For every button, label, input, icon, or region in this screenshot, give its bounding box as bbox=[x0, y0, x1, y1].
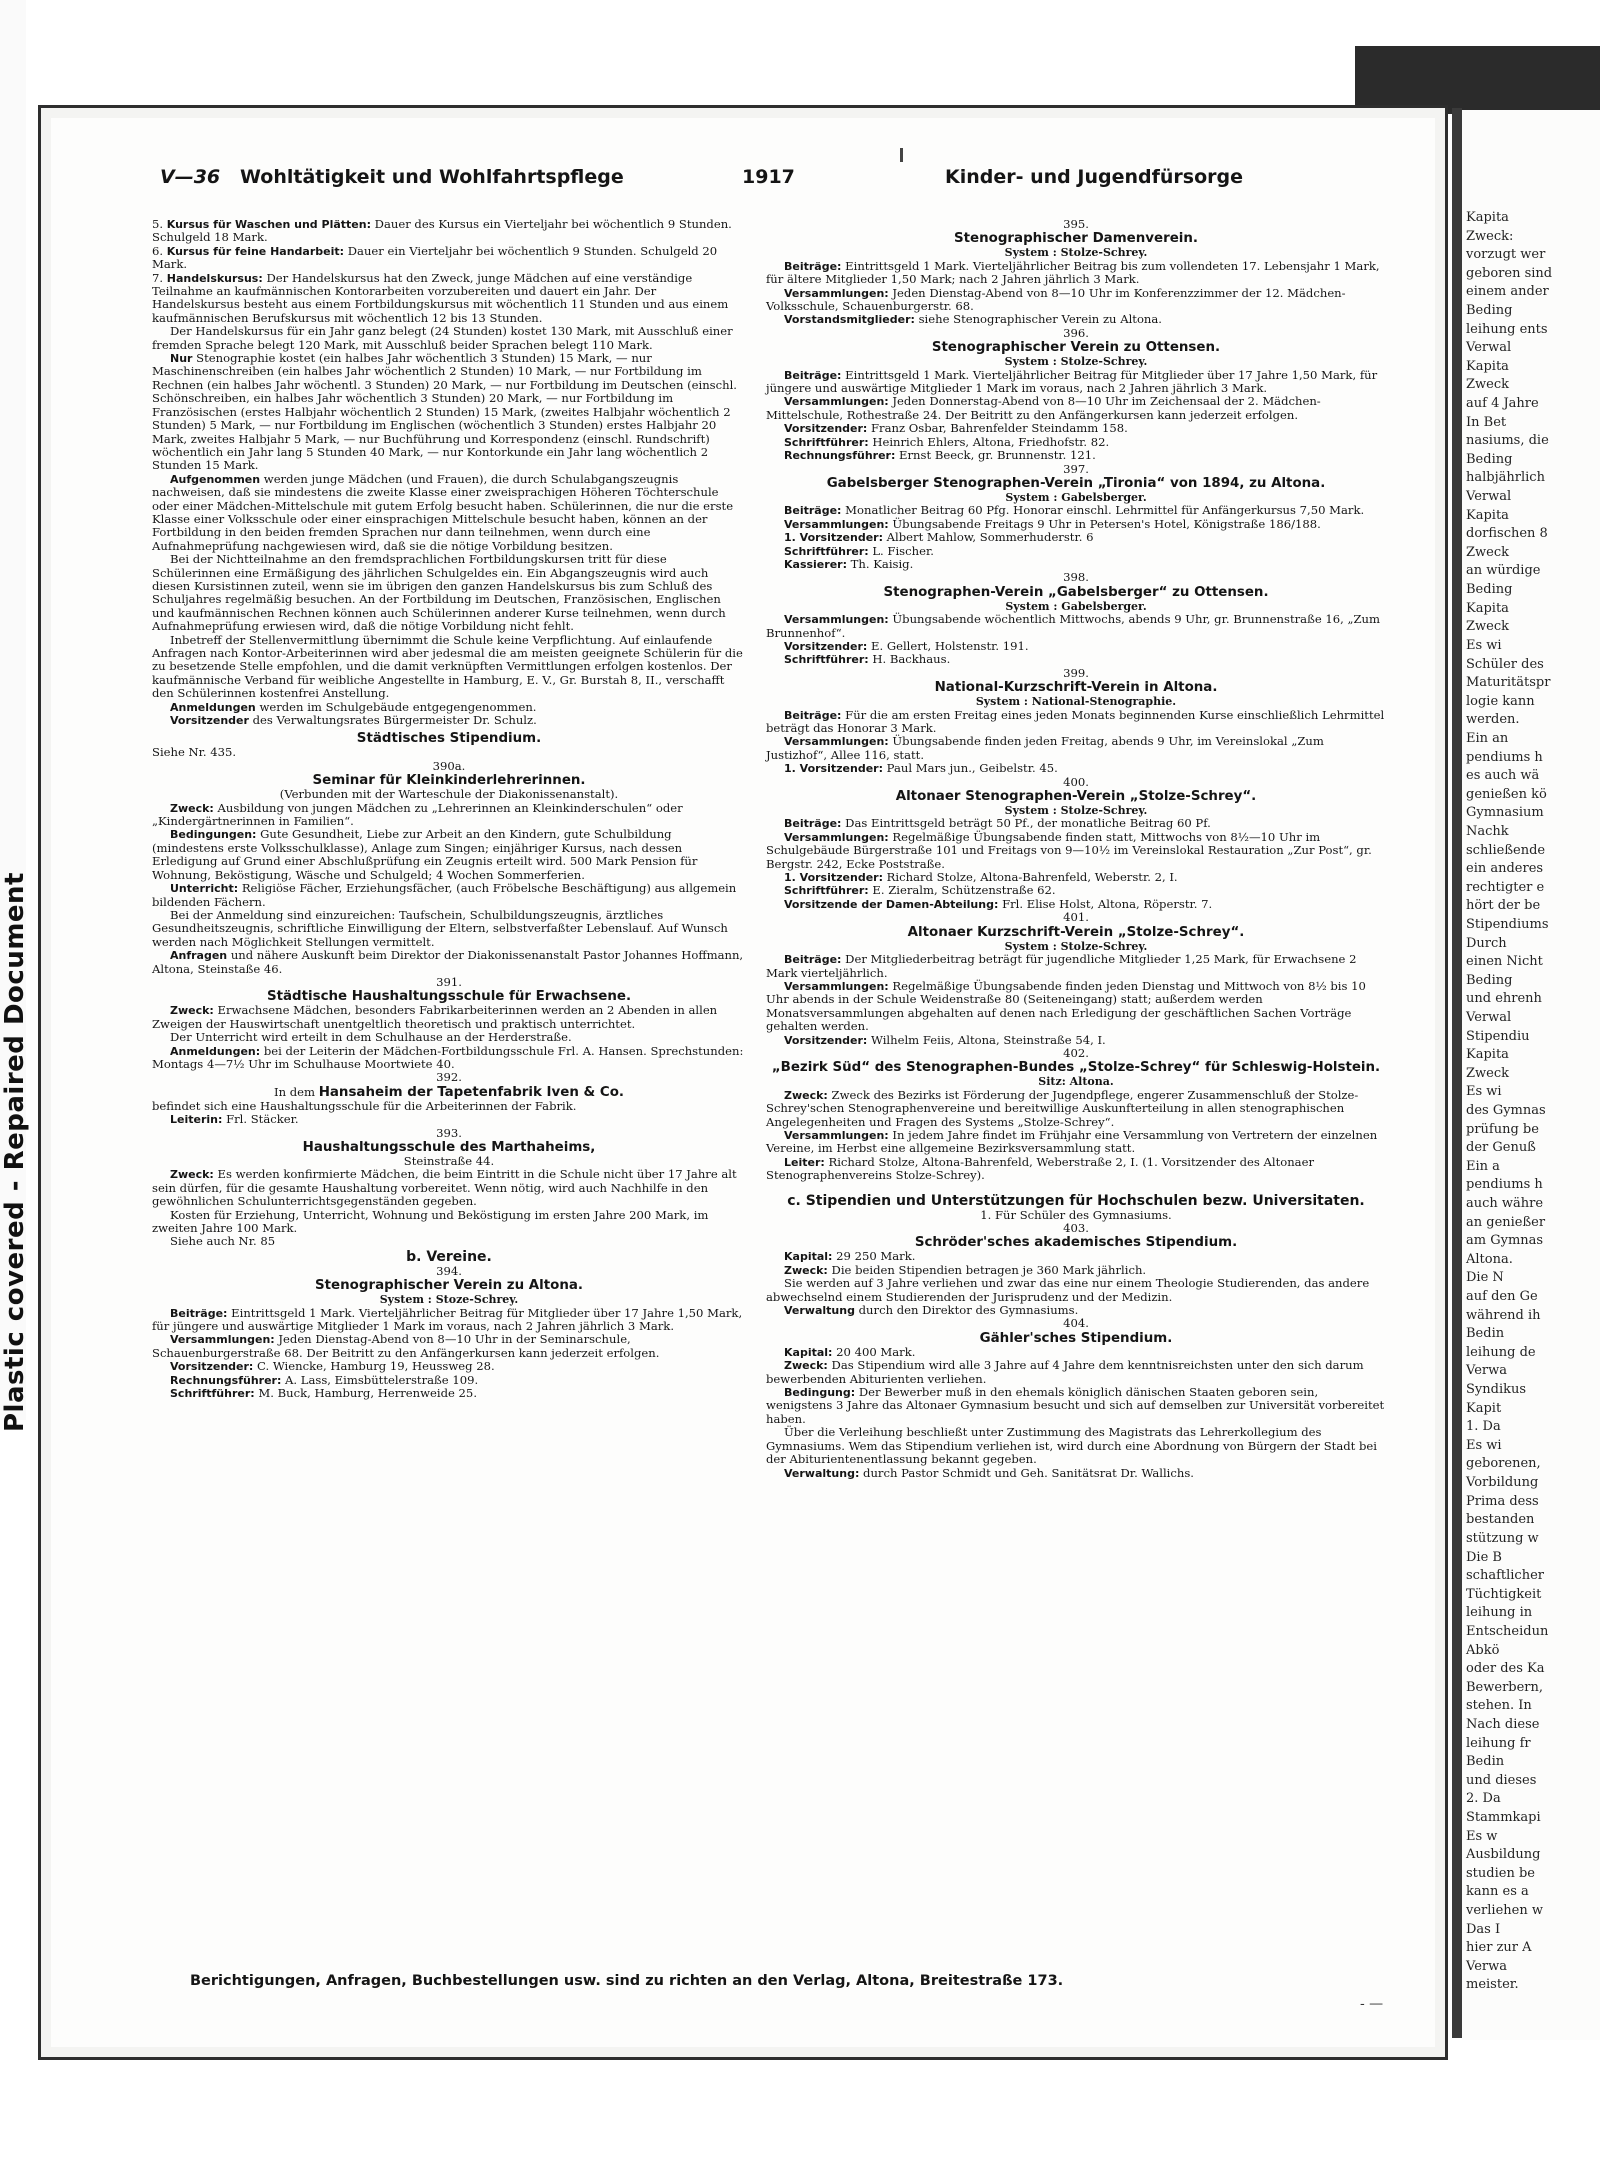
next-page-line: logie kann bbox=[1466, 693, 1535, 709]
entry-field: Vorsitzender: E. Gellert, Holstenstr. 191. bbox=[784, 638, 1029, 653]
entry-field: Bedingungen: Gute Gesundheit, Liebe zur Arbeit an den Kindern, gute Schulbildung (mindestens erste Volksschulklasse), Anlage zum Singen; einjähriger Kursus, nach dessen Erledigung auf Grund einer Abschlußprüfung ein Zeugnis erteilt wird. 500 Mark Pension für Wohnung, Beköstigung, Wäsche und Schulgeld; 4 Wochen Sommerferien. bbox=[152, 827, 698, 882]
next-page-line: auf 4 Jahre bbox=[1466, 396, 1539, 412]
entry-number: 399. bbox=[1063, 665, 1089, 680]
entry-title: Stenographischer Verein zu Altona. bbox=[315, 1278, 583, 1294]
entry-field: Anmeldungen: bei der Leiterin der Mädchen-Fortbildungsschule Frl. A. Hansen. Sprechstunden: Montags 4—7½ Uhr im Schulhause Moortwiete 40. bbox=[152, 1043, 744, 1071]
next-page-line: studien be bbox=[1466, 1865, 1535, 1881]
next-page-line: Ausbildung bbox=[1466, 1847, 1541, 1863]
entry-field: Über die Verleihung beschließt unter Zustimmung des Magistrats das Lehrerkollegium des Gymnasiums. Wem das Stipendium verliehen ist, wird durch eine Abordnung von Bürgern der Stadt bei der Abiturientenentlassung bekannt gegeben. bbox=[766, 1425, 1377, 1467]
next-page-line: auch währe bbox=[1466, 1196, 1544, 1212]
left-column bbox=[152, 218, 746, 1401]
course-item: 6. Kursus für feine Handarbeit: Dauer ein Vierteljahr bei wöchentlich 9 Stunden. Schulgeld 20 Mark. bbox=[152, 243, 718, 272]
next-page-line: geborenen, bbox=[1466, 1456, 1541, 1472]
next-page-line: Das I bbox=[1466, 1921, 1501, 1937]
entry-number: 395. bbox=[1063, 217, 1089, 231]
entry-title: Städtisches Stipendium. bbox=[356, 731, 542, 747]
next-page-line: Zweck bbox=[1466, 619, 1510, 635]
next-page-line: 2. Da bbox=[1466, 1791, 1501, 1807]
next-page-line: Zweck: bbox=[1466, 228, 1514, 244]
entry-subtitle: System : Stolze-Schrey. bbox=[1004, 355, 1148, 369]
next-page-line: meister. bbox=[1466, 1977, 1519, 1993]
next-page-line: bestanden bbox=[1466, 1512, 1535, 1528]
entry-field: 1. Vorsitzender: Albert Mahlow, Sommerhuderstr. 6 bbox=[784, 530, 1094, 545]
entry-number: 390a. bbox=[432, 758, 466, 773]
next-page-line: Bewerbern, bbox=[1466, 1679, 1544, 1695]
entry-number: 398. bbox=[1063, 570, 1089, 585]
entry-field: Versammlungen: Jeden Dienstag-Abend von 8—10 Uhr im Konferenzzimmer der 12. Mädchen-Volksschule, Schauenburgerstr. 68. bbox=[766, 285, 1346, 314]
entry-field: Beiträge: Eintrittsgeld 1 Mark. Vierteljährlicher Beitrag für Mitglieder über 17 Jahre 1,50 Mark, für jüngere und auswärtige Mitglieder 1 Mark im voraus, nach 2 Jahren jährlich 3 Mark. bbox=[766, 367, 1378, 396]
next-page-line: Verwal bbox=[1466, 1009, 1512, 1025]
entry-field: Beiträge: Eintrittsgeld 1 Mark. Vierteljährlicher Beitrag für Mitglieder über 17 Jahre 1,50 Mark, für jüngere und auswärtige Mitglieder 1 Mark im voraus, nach 2 Jahren jährlich 3 Mark. bbox=[152, 1305, 743, 1334]
entry-field: Versammlungen: Übungsabende finden jeden Freitag, abends 9 Uhr, im Vereinslokal „Zum Justizhof“, Allee 116, statt. bbox=[766, 734, 1324, 762]
next-page-line: der Genuß bbox=[1466, 1140, 1536, 1156]
entry-subtitle: Steinstraße 44. bbox=[403, 1154, 495, 1168]
entry-field: Schriftführer: M. Buck, Hamburg, Herrenweide 25. bbox=[170, 1386, 477, 1401]
entry-number: 392. bbox=[436, 1070, 462, 1085]
entry-subtitle: (Verbunden mit der Warteschule der Diakonissenanstalt). bbox=[279, 787, 619, 802]
next-page-line: Stammkapi bbox=[1466, 1809, 1541, 1825]
entry-title: Altonaer Kurzschrift-Verein „Stolze-Schrey“. bbox=[907, 924, 1245, 940]
next-page-line: In Bet bbox=[1466, 414, 1507, 430]
entry-subtitle: System : Stolze-Schrey. bbox=[1004, 246, 1148, 260]
next-page-line: Kapita bbox=[1466, 1047, 1509, 1063]
entry-field: Versammlungen: Regelmäßige Übungsabende finden statt, Mittwochs von 8½—10 Uhr im Schulgebäude Bürgerstraße 101 und Freitags von 9—10½ im Vereinslokal Restauration „Zur Post“, gr. Bergstr. 242, Ecke Poststraße. bbox=[766, 829, 1372, 871]
next-page-line: einen Nicht bbox=[1466, 954, 1543, 970]
course-item: 5. Kursus für Waschen und Plätten: Dauer des Kursus ein Vierteljahr bei wöchentlich 9 Stunden. Schulgeld 18 Mark. bbox=[152, 217, 732, 245]
entry-field: Beiträge: Das Eintrittsgeld beträgt 50 Pf., der monatliche Beitrag 60 Pf. bbox=[784, 816, 1211, 831]
entry-field: Beiträge: Eintrittsgeld 1 Mark. Vierteljährlicher Beitrag bis zum vollendeten 17. Lebensjahr 1 Mark, für ältere Mitglieder 1,50 Mark; nach 2 Jahren jährlich 3 Mark. bbox=[766, 258, 1380, 287]
entry-field: Verwaltung durch den Direktor des Gymnasiums. bbox=[784, 1303, 1079, 1318]
paragraph: Vorsitzender des Verwaltungsrates Bürgermeister Dr. Schulz. bbox=[170, 713, 537, 728]
next-page-line: es auch wä bbox=[1466, 768, 1540, 784]
entry-field: Vorsitzender: C. Wiencke, Hamburg 19, Heussweg 28. bbox=[170, 1359, 495, 1374]
next-page-line: Stipendiums bbox=[1466, 916, 1549, 932]
entry-number: 401. bbox=[1063, 910, 1089, 925]
entry-field: Zweck: Die beiden Stipendien betragen je 360 Mark jährlich. bbox=[784, 1262, 1147, 1277]
next-page-line: hört der be bbox=[1466, 898, 1541, 914]
next-page-line: Prima dess bbox=[1466, 1493, 1539, 1509]
next-page-line: 1. Da bbox=[1466, 1419, 1501, 1435]
next-page-line: Beding bbox=[1466, 451, 1513, 467]
entry-field: Beiträge: Für die am ersten Freitag eines jeden Monats beginnenden Kurse einschließlich Lehrmittel beträgt das Honorar 3 Mark. bbox=[766, 707, 1385, 735]
next-page-line: Durch bbox=[1466, 935, 1507, 951]
entry-field: Versammlungen: Jeden Donnerstag-Abend von 8—10 Uhr im Zeichensaal der 2. Mädchen-Mittelschule, Rothestraße 24. Der Beitritt zu den Anfängerkursen kann jederzeit erfolgen. bbox=[766, 394, 1321, 422]
next-page-line: pendiums h bbox=[1466, 1177, 1543, 1193]
next-page-line: leihung de bbox=[1466, 1344, 1536, 1360]
entry-field: Leiterin: Frl. Stäcker. bbox=[170, 1112, 299, 1127]
entry-number: 393. bbox=[436, 1125, 462, 1140]
next-page-line: leihung ents bbox=[1466, 321, 1548, 337]
next-page-line: Die N bbox=[1466, 1270, 1504, 1286]
next-page-line: Ein a bbox=[1466, 1158, 1500, 1174]
next-page-line: an würdige bbox=[1466, 563, 1541, 579]
ink-mark bbox=[900, 148, 903, 162]
entry-subtitle: System : National-Stenographie. bbox=[975, 695, 1177, 709]
see-reference: Siehe Nr. 435. bbox=[152, 745, 237, 760]
next-page-line: Verwal bbox=[1466, 340, 1512, 356]
next-page-line: Stipendiu bbox=[1466, 1028, 1530, 1044]
entry-field: Zweck: Das Stipendium wird alle 3 Jahre auf 4 Jahre dem kenntnisreichsten unter den sich darum bewerbenden Abiturienten verliehen. bbox=[766, 1358, 1364, 1386]
next-page-line: dorfischen 8 bbox=[1466, 526, 1548, 542]
entry-field: Rechnungsführer: A. Lass, Eimsbüttelerstraße 109. bbox=[170, 1372, 479, 1387]
next-page-line: Die B bbox=[1466, 1549, 1502, 1565]
next-page-line: Bedin bbox=[1466, 1326, 1505, 1342]
entry-number: 396. bbox=[1063, 325, 1089, 340]
next-page-line: Abkö bbox=[1466, 1642, 1500, 1658]
entry-field: Kosten für Erziehung, Unterricht, Wohnung und Beköstigung im ersten Jahre 200 Mark, im zweiten Jahre 100 Mark. bbox=[152, 1207, 709, 1236]
next-page-line: Beding bbox=[1466, 303, 1513, 319]
entry-number: 400. bbox=[1063, 774, 1089, 789]
entry-field: Schriftführer: H. Backhaus. bbox=[784, 652, 951, 667]
next-page-line: Kapit bbox=[1466, 1400, 1502, 1416]
next-page-line: Tüchtigkeit bbox=[1466, 1586, 1542, 1602]
entry-number: 397. bbox=[1063, 461, 1089, 476]
next-page-line: Verwa bbox=[1466, 1363, 1507, 1379]
side-label: Plastic covered - Repaired Document bbox=[0, 872, 30, 1432]
next-page-line: verliehen w bbox=[1466, 1902, 1543, 1918]
entry-subtitle: System : Gabelsberger. bbox=[1005, 599, 1147, 613]
entry-field: Zweck: Erwachsene Mädchen, besonders Fabrikarbeiterinnen werden an 2 Abenden in allen Zweigen der Hauswirtschaft unentgeltlich theoretisch und praktisch unterrichtet. bbox=[152, 1003, 718, 1031]
next-page-line: Vorbildung bbox=[1466, 1475, 1539, 1491]
next-page-line: Es wi bbox=[1466, 1437, 1502, 1453]
next-page-line: Verwal bbox=[1466, 489, 1512, 505]
page-number: V—36 bbox=[160, 166, 221, 188]
entry-field: Bedingung: Der Bewerber muß in den ehemals königlich dänischen Staaten geboren sein, wenigstens 3 Jahre das Altonaer Gymnasium besucht und sich auf demselben zur Universität vorbereitet haben. bbox=[766, 1385, 1385, 1426]
paragraph: Anmeldungen werden im Schulgebäude entgegengenommen. bbox=[170, 699, 537, 714]
left-running-title: Wohltätigkeit und Wohlfahrtspflege bbox=[240, 166, 624, 188]
next-page-fragment bbox=[1462, 110, 1600, 2040]
next-page-line: werden. bbox=[1466, 712, 1520, 728]
entry-title: National-Kurzschrift-Verein in Altona. bbox=[934, 680, 1218, 696]
paragraph: Aufgenommen werden junge Mädchen (und Frauen), die durch Schulabgangszeugnis nachweisen, daß sie mindestens die zweite Klasse einer zweisprachigen Höheren Töchterschule oder einer Mädchen-Mittelschule mit gutem Erfolg besucht haben. Schülerinnen, die nur die erste Klasse einer Volksschule oder einer einsprachigen Mittelschule besucht haben, können an der Fortbildung in den beiden fremden Sprachen nur dann teilnehmen, wenn durch eine Aufnahmeprüfung nachgewiesen wird, daß sie die nötige Vorbildung besitzen. bbox=[152, 471, 734, 553]
entry-number: 394. bbox=[436, 1263, 462, 1278]
entry-field: Schriftführer: E. Zieralm, Schützenstraße 62. bbox=[784, 883, 1056, 898]
entry-field: Versammlungen: Regelmäßige Übungsabende finden jeden Dienstag und Mittwoch von 8½ bis 10 Uhr abends in der Schule Weidenstraße 80 (Seiteneingang) statt; außerdem werden Monatsversammlungen abgehalten auf denen nach Erledigung der geschäftlichen Sachen Vorträge gehalten werden. bbox=[766, 978, 1366, 1034]
right-running-title: Kinder- und Jugendfürsorge bbox=[945, 166, 1243, 188]
entry-field: Beiträge: Monatlicher Beitrag 60 Pfg. Honorar einschl. Lehrmittel für Anfängerkursus 7,50 Mark. bbox=[784, 503, 1365, 518]
next-page-line: Ein an bbox=[1466, 730, 1509, 746]
footer-marks: - — bbox=[1360, 1996, 1384, 2012]
entry-field: Vorsitzender: Wilhelm Feiis, Altona, Steinstraße 54, I. bbox=[784, 1032, 1106, 1047]
entry-field: Schriftführer: L. Fischer. bbox=[784, 543, 934, 558]
next-page-line: ein anderes bbox=[1466, 861, 1544, 877]
section-heading: c. Stipendien und Unterstützungen für Hochschulen bezw. Universitaten. bbox=[787, 1192, 1365, 1209]
next-page-line: leihung in bbox=[1466, 1605, 1533, 1621]
entry-field: 1. Vorsitzender: Paul Mars jun., Geibelstr. 45. bbox=[784, 761, 1058, 776]
next-page-line: Nach diese bbox=[1466, 1716, 1540, 1732]
book-spine bbox=[1452, 108, 1462, 2038]
entry-number: 391. bbox=[436, 974, 462, 989]
entry-field: Rechnungsführer: Ernst Beeck, gr. Brunnenstr. 121. bbox=[784, 448, 1096, 463]
next-page-line: Syndikus bbox=[1466, 1382, 1527, 1398]
right-column bbox=[766, 218, 1386, 1480]
next-page-line: hier zur A bbox=[1466, 1940, 1532, 1956]
page-header bbox=[160, 166, 1260, 196]
entry-field: Unterricht: Religiöse Fächer, Erziehungsfächer, (auch Fröbelsche Beschäftigung) aus allgemein bildenden Fächern. bbox=[152, 881, 737, 909]
next-page-line: Altona. bbox=[1466, 1251, 1513, 1267]
entry-title: Städtische Haushaltungsschule für Erwachsene. bbox=[266, 989, 632, 1005]
next-page-line: Zweck bbox=[1466, 544, 1510, 560]
next-page-line: Zweck bbox=[1466, 377, 1510, 393]
entry-field: Bei der Anmeldung sind einzureichen: Taufschein, Schulbildungszeugnis, ärztliches Gesundheitszeugnis, schriftliche Einwilligung der Eltern, selbstverfaßter Lebenslauf. Auf Wunsch werden nach Möglichkeit Stellungen vermittelt. bbox=[152, 907, 728, 949]
next-page-line: Beding bbox=[1466, 582, 1513, 598]
next-page-line: während ih bbox=[1466, 1307, 1541, 1323]
next-page-line: auf den Ge bbox=[1466, 1289, 1538, 1305]
entry-field: Zweck: Zweck des Bezirks ist Förderung der Jugendpflege, engerer Zusammenschluß der Stolze-Schrey'schen Stenographenvereine und bereitwillige Auskunfterteilung in allen stenographischen Angelegenheiten und Fragen des Systems „Stolze-Schrey“. bbox=[766, 1087, 1359, 1129]
next-page-line: Kapita bbox=[1466, 600, 1509, 616]
next-page-line: prüfung be bbox=[1466, 1121, 1539, 1137]
entry-subtitle: Sitz: Altona. bbox=[1038, 1075, 1114, 1089]
course-list bbox=[152, 218, 746, 325]
entry-field: Zweck: Es werden konfirmierte Mädchen, die beim Eintritt in die Schule nicht über 17 Jahre alt sein dürfen, für die gesamte Haushaltung vorbereitet. Wenn nötig, wird auch Nachhilfe in den gewöhnlichen Schulunterrichtsgegenständen gegeben. bbox=[152, 1167, 737, 1209]
entry-title: Stenographischer Verein zu Ottensen. bbox=[931, 340, 1221, 356]
next-page-line: an genießer bbox=[1466, 1214, 1546, 1230]
entry-title: Gabelsberger Stenographen-Verein „Tironia“ von 1894, zu Altona. bbox=[826, 475, 1326, 491]
next-page-line: Es wi bbox=[1466, 1084, 1502, 1100]
entry-title: Stenographen-Verein „Gabelsberger“ zu Ottensen. bbox=[883, 584, 1269, 600]
paragraph: Bei der Nichtteilnahme an den fremdsprachlichen Fortbildungskursen tritt für diese Schülerinnen eine Ermäßigung des jährlichen Schulgeldes ein. Ein Abgangszeugnis wird auch diesen Kursistinnen zuteil, wenn sie im übrigen den ganzen Handelskursus bis zum Schluß des Schuljahres regelmäßig besuchen. An der Fortbildung im Deutschen, Französischen, Englischen und kaufmännischen Rechnen können auch Schülerinnen anderer Kurse teilnehmen, wenn durch Aufnahmeprüfung erwiesen wird, daß die nötige Vorbildung nicht fehlt. bbox=[152, 552, 726, 634]
next-page-line: stützung w bbox=[1466, 1530, 1539, 1546]
next-page-line: leihung fr bbox=[1466, 1735, 1531, 1751]
next-page-line: Entscheidun bbox=[1466, 1623, 1549, 1639]
entry-title: Stenographischer Damenverein. bbox=[953, 231, 1198, 247]
dark-corner bbox=[1355, 46, 1600, 114]
entry-subtitle: System : Stolze-Schrey. bbox=[1004, 939, 1148, 953]
next-page-line: schaftlicher bbox=[1466, 1568, 1544, 1584]
entry-field: Versammlungen: In jedem Jahre findet im Frühjahr eine Versammlung von Vertretern der einzelnen Vereine, im Herbst eine allgemeine Bezirksversammlung statt. bbox=[766, 1127, 1378, 1156]
next-page-line: schließende bbox=[1466, 842, 1546, 858]
entry-title: Altonaer Stenographen-Verein „Stolze-Schrey“. bbox=[895, 789, 1257, 805]
next-page-line: Nachk bbox=[1466, 823, 1509, 839]
entry-field: Beiträge: Der Mitgliederbeitrag beträgt für jugendliche Mitglieder 1,25 Mark, für Erwachsene 2 Mark vierteljährlich. bbox=[766, 952, 1357, 980]
next-page-line: oder des Ka bbox=[1466, 1661, 1545, 1677]
entry-title: Seminar für Kleinkinderlehrerinnen. bbox=[312, 773, 586, 789]
entry-field: Der Unterricht wird erteilt in dem Schulhause an der Herderstraße. bbox=[170, 1030, 572, 1045]
next-page-line: kann es a bbox=[1466, 1884, 1529, 1900]
entry-field: Vorsitzender: Franz Osbar, Bahrenfelder Steindamm 158. bbox=[784, 421, 1128, 436]
side-label-strip bbox=[0, 0, 30, 1432]
section-heading: b. Vereine. bbox=[406, 1248, 492, 1265]
entry-field: Sie werden auf 3 Jahre verliehen und zwar das eine nur einem Theologie Studierenden, das andere abwechselnd einem Studierenden der Jurisprudenz und der Medizin. bbox=[766, 1276, 1370, 1304]
next-page-line: Es wi bbox=[1466, 637, 1502, 653]
next-page-line: Kapita bbox=[1466, 358, 1509, 374]
entry-subtitle: System : Gabelsberger. bbox=[1005, 490, 1147, 504]
entry-number: 404. bbox=[1063, 1316, 1089, 1331]
entry-title: Haushaltungsschule des Marthaheims, bbox=[302, 1140, 596, 1155]
entry-field: Schriftführer: Heinrich Ehlers, Altona, Friedhofstr. 82. bbox=[784, 434, 1110, 449]
next-page-line: Beding bbox=[1466, 972, 1513, 988]
next-page-line: des Gymnas bbox=[1466, 1103, 1546, 1118]
entry-number: 403. bbox=[1063, 1221, 1089, 1235]
course-item: 7. Handelskursus: Der Handelskursus hat den Zweck, junge Mädchen auf eine verständige Teilnahme an kaufmännischen Kontorarbeiten vorzubereiten und dauert ein Jahr. Der Handelskursus besteht aus einem Fortbildungskursus mit wöchentlich 11 Stunden und aus einem kaufmännischen Berufskursus mit wöchentlich 12 bis 13 Stunden. bbox=[152, 270, 729, 325]
entry-title: „Bezirk Süd“ des Stenographen-Bundes „Stolze-Schrey“ für Schleswig-Holstein. bbox=[771, 1060, 1381, 1076]
entry-field: Vorstandsmitglieder: siehe Stenographischer Verein zu Altona. bbox=[784, 312, 1162, 327]
page-footer: Berichtigungen, Anfragen, Buchbestellungen usw. sind zu richten an den Verlag, Altona, Breitestraße 173. bbox=[190, 1973, 1064, 1989]
entry-field: Verwaltung: durch Pastor Schmidt und Geh. Sanitätsrat Dr. Wallichs. bbox=[784, 1465, 1194, 1480]
next-page-line: Maturitätspr bbox=[1466, 675, 1551, 691]
entry-field: Versammlungen: Übungsabende Freitags 9 Uhr in Petersen's Hotel, Königstraße 186/188. bbox=[784, 516, 1321, 531]
section-subheading: 1. Für Schüler des Gymnasiums. bbox=[980, 1207, 1172, 1222]
next-page-line: am Gymnas bbox=[1466, 1233, 1544, 1249]
next-page-line: nasiums, die bbox=[1466, 433, 1549, 449]
paragraph: Der Handelskursus für ein Jahr ganz belegt (24 Stunden) kostet 130 Mark, mit Ausschluß einer fremden Sprache belegt 120 Mark, mit Ausschluß beider Sprachen belegt 110 Mark. bbox=[152, 324, 733, 352]
entry-field: Versammlungen: Übungsabende wöchentlich Mittwochs, abends 9 Uhr, gr. Brunnenstraße 16, „Zum Brunnenhof“. bbox=[766, 612, 1381, 640]
next-page-line: Bedin bbox=[1466, 1754, 1505, 1770]
entry-field: Vorsitzende der Damen-Abteilung: Frl. Elise Holst, Altona, Röperstr. 7. bbox=[784, 896, 1213, 911]
next-page-line: stehen. In bbox=[1466, 1698, 1532, 1714]
next-page-line: und dieses bbox=[1466, 1772, 1537, 1788]
entry-title: Gähler'sches Stipendium. bbox=[979, 1330, 1173, 1346]
next-page-line: genießen kö bbox=[1466, 786, 1547, 802]
entry-field: Versammlungen: Jeden Dienstag-Abend von 8—10 Uhr in der Seminarschule, Schauenburgerstraße 68. Der Beitritt zu den Anfängerkursen kann jederzeit erfolgen. bbox=[152, 1332, 660, 1360]
next-page-line: geboren sind bbox=[1466, 265, 1553, 281]
entry-field: Leiter: Richard Stolze, Altona-Bahrenfeld, Weberstraße 2, I. (1. Vorsitzender des Altonaer Stenographenvereins Stolze-Schrey). bbox=[766, 1154, 1314, 1183]
entry-field: Siehe auch Nr. 85 bbox=[170, 1234, 276, 1249]
entry-text: befindet sich eine Haushaltungsschule für die Arbeiterinnen der Fabrik. bbox=[152, 1098, 577, 1113]
next-page-line: und ehrenh bbox=[1466, 991, 1542, 1007]
entry-title-line: In dem Hansaheim der Tapetenfabrik Iven & Co. bbox=[273, 1084, 624, 1100]
year: 1917 bbox=[742, 166, 795, 188]
next-page-line: Zweck bbox=[1466, 1065, 1510, 1081]
next-page-line: Schüler des bbox=[1466, 656, 1544, 672]
next-page-line: Es w bbox=[1466, 1828, 1498, 1844]
entry-number: 402. bbox=[1063, 1045, 1089, 1060]
next-page-line: halbjährlich bbox=[1466, 470, 1545, 486]
entry-field: Kapital: 20 400 Mark. bbox=[784, 1344, 916, 1359]
entry-field: 1. Vorsitzender: Richard Stolze, Altona-Bahrenfeld, Weberstr. 2, I. bbox=[784, 870, 1178, 885]
next-page-line: pendiums h bbox=[1466, 749, 1543, 765]
paragraph: Nur Stenographie kostet (ein halbes Jahr wöchentlich 3 Stunden) 15 Mark, — nur Maschinenschreiben (ein halbes Jahr wöchentlich 2 Stunden) 10 Mark, — nur Fortbildung im Rechnen (ein halbes Jahr wöchentl. 3 Stunden) 20 Mark, — nur Fortbildung im Deutschen (einschl. Schönschreiben, ein halbes Jahr wöchentlich 3 Stunden) 20 Mark, — nur Fortbildung im Französischen (erstes Halbjahr wöchentlich 2 Stunden) 15 Mark, (zweites Halbjahr wöchentlich 2 Stunden) 5 Mark, — nur Fortbildung im Englischen (wöchentlich 3 Stunden) erstes Halbjahr 20 Mark, zweites Halbjahr 5 Mark, — nur Buchführung und Korrespondenz (einschl. Rundschrift) wöchentlich ein Jahr lang 5 Stunden 40 Mark, — nur Kontorkunde ein Jahr lang wöchentlich 2 Stunden 15 Mark. bbox=[152, 351, 737, 473]
entry-subtitle: System : Stoze-Schrey. bbox=[379, 1293, 519, 1307]
next-page-line: einem ander bbox=[1466, 284, 1549, 300]
entry-field: Zweck: Ausbildung von jungen Mädchen zu „Lehrerinnen an Kleinkinderschulen“ oder „Kindergärtnerinnen in Familien“. bbox=[152, 800, 683, 829]
entry-field: Kapital: 29 250 Mark. bbox=[784, 1249, 916, 1264]
entry-subtitle: System : Stolze-Schrey. bbox=[1004, 804, 1148, 818]
next-page-line: Verwa bbox=[1466, 1958, 1507, 1974]
next-page-line: Kapita bbox=[1466, 507, 1509, 523]
paragraph: Inbetreff der Stellenvermittlung übernimmt die Schule keine Verpflichtung. Auf einlaufende Anfragen nach Kontor-Arbeiterinnen wird aber jedesmal die am meisten geeignete Schülerin für die zu besetzende Stelle empfohlen, und die damit verknüpften Vermittlungen erfolgen kostenlos. Der kaufmännische Verband für weibliche Angestellte in Hamburg, E. V., Gr. Burstah 8, II., verschafft den Schülerinnen kostenfrei Anstellung. bbox=[152, 632, 743, 701]
next-page-line: vorzugt wer bbox=[1466, 247, 1546, 263]
next-page-line: Gymnasium bbox=[1466, 805, 1544, 821]
next-page-line: Kapita bbox=[1466, 210, 1509, 225]
entry-field: Kassierer: Th. Kaisig. bbox=[784, 556, 914, 571]
next-page-line: rechtigter e bbox=[1466, 879, 1545, 895]
entry-field: Anfragen und nähere Auskunft beim Direktor der Diakonissenanstalt Pastor Johannes Hoffmann, Altona, Steinstaße 46. bbox=[152, 948, 744, 976]
entry-title: Schröder'sches akademisches Stipendium. bbox=[914, 1235, 1238, 1251]
